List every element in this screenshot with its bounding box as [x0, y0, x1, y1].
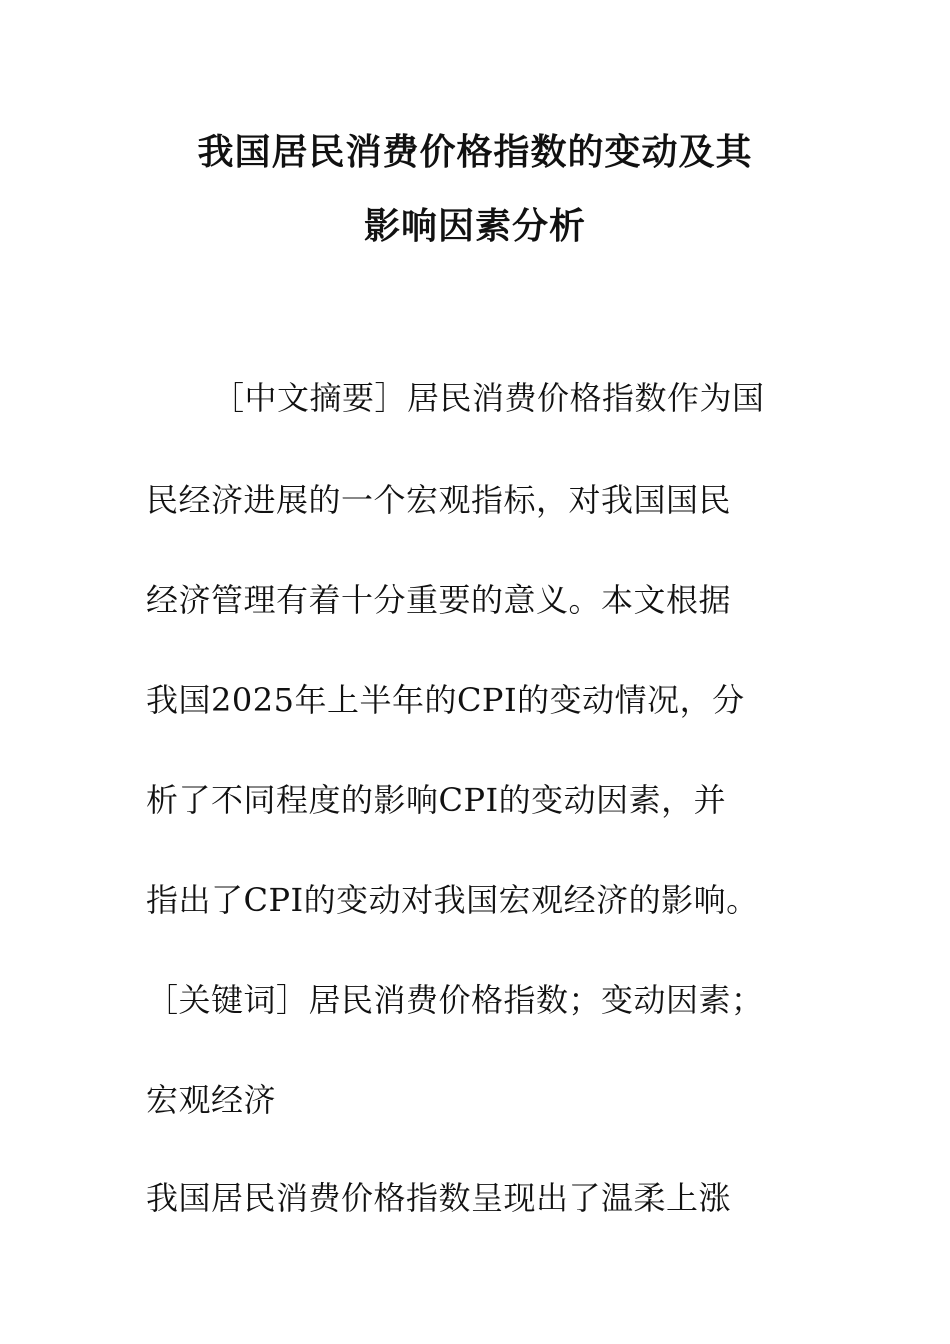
abstract-line-4: 我国2025年上半年的CPI的变动情况，分 — [146, 681, 745, 719]
keywords-line-2: 宏观经济 — [146, 1081, 277, 1119]
abstract-line-3: 经济管理有着十分重要的意义。本文根据 — [146, 581, 732, 619]
body-paragraph-line-1: 我国居民消费价格指数呈现出了温柔上涨 — [146, 1179, 732, 1217]
abstract-line-5: 析了不同程度的影响CPI的变动因素，并 — [146, 781, 727, 819]
document-title-line-1: 我国居民消费价格指数的变动及其 — [197, 131, 753, 173]
keywords-line-1: ［关键词］居民消费价格指数；变动因素； — [146, 981, 764, 1019]
abstract-line-2: 民经济进展的一个宏观指标，对我国国民 — [146, 481, 732, 519]
document-title-line-2: 影响因素分析 — [363, 205, 586, 247]
abstract-line-1: ［中文摘要］居民消费价格指数作为国 — [212, 379, 765, 417]
abstract-line-6: 指出了CPI的变动对我国宏观经济的影响。 — [146, 881, 759, 919]
